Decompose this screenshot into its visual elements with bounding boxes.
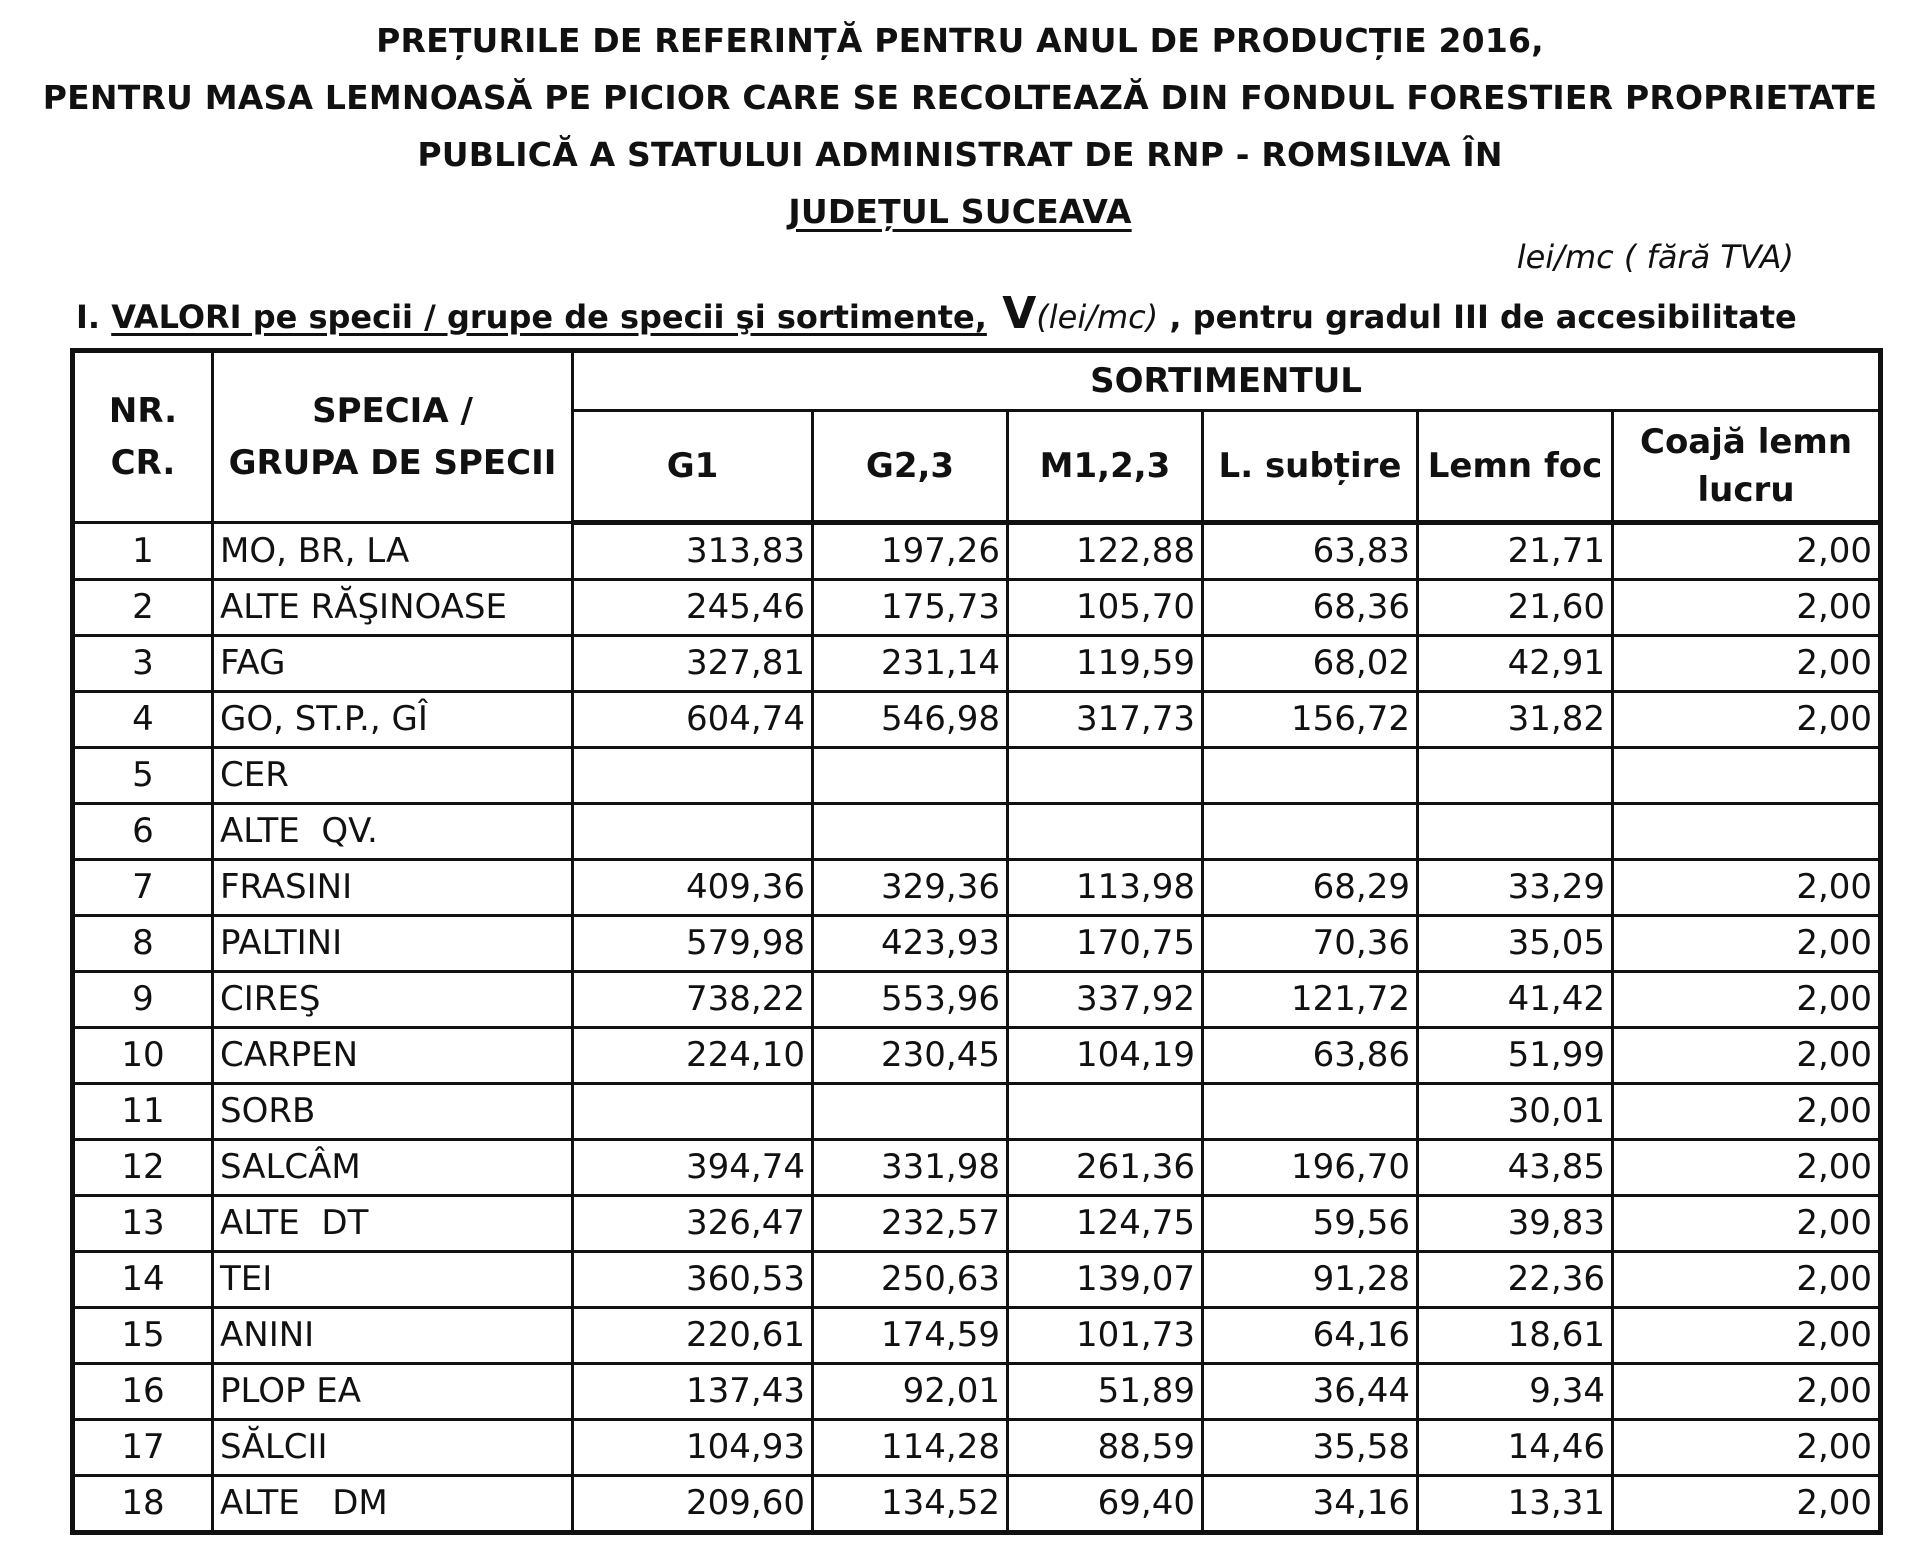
table-row bbox=[73, 916, 1881, 972]
price-cell: 423,93 bbox=[813, 916, 1008, 972]
price-cell: 104,93 bbox=[573, 1420, 813, 1476]
price-cell: 409,36 bbox=[573, 860, 813, 916]
price-cell: 101,73 bbox=[1008, 1308, 1203, 1364]
price-cell: 2,00 bbox=[1613, 1084, 1881, 1140]
price-cell: 579,98 bbox=[573, 916, 813, 972]
price-cell: 122,88 bbox=[1008, 523, 1203, 580]
price-cell: 139,07 bbox=[1008, 1252, 1203, 1308]
row-number: 18 bbox=[73, 1476, 213, 1533]
price-cell: 175,73 bbox=[813, 580, 1008, 636]
table-row bbox=[73, 804, 1881, 860]
species-name: PLOP EA bbox=[213, 1364, 573, 1420]
price-cell bbox=[1613, 748, 1881, 804]
price-cell: 113,98 bbox=[1008, 860, 1203, 916]
row-number: 2 bbox=[73, 580, 213, 636]
species-name: ALTE DT bbox=[213, 1196, 573, 1252]
price-cell: 394,74 bbox=[573, 1140, 813, 1196]
price-cell: 329,36 bbox=[813, 860, 1008, 916]
price-cell: 553,96 bbox=[813, 972, 1008, 1028]
price-cell bbox=[1418, 804, 1613, 860]
price-cell: 261,36 bbox=[1008, 1140, 1203, 1196]
price-cell: 245,46 bbox=[573, 580, 813, 636]
price-cell: 34,16 bbox=[1203, 1476, 1418, 1533]
document-header bbox=[0, 12, 1920, 240]
price-cell: 170,75 bbox=[1008, 916, 1203, 972]
price-cell bbox=[573, 804, 813, 860]
price-cell: 70,36 bbox=[1203, 916, 1418, 972]
price-cell: 196,70 bbox=[1203, 1140, 1418, 1196]
title-line-3: PUBLICĂ A STATULUI ADMINISTRAT DE RNP - ROMSILVA ÎN bbox=[417, 135, 1503, 174]
price-cell bbox=[813, 804, 1008, 860]
price-cell: 337,92 bbox=[1008, 972, 1203, 1028]
price-cell: 68,36 bbox=[1203, 580, 1418, 636]
table-row bbox=[73, 1140, 1881, 1196]
table-row bbox=[73, 748, 1881, 804]
price-cell: 2,00 bbox=[1613, 580, 1881, 636]
table-row bbox=[73, 692, 1881, 748]
price-cell bbox=[1418, 748, 1613, 804]
section-prefix: I. bbox=[76, 298, 112, 336]
price-cell: 231,14 bbox=[813, 636, 1008, 692]
header-sortiment: G1 bbox=[573, 411, 813, 523]
header-sortiment: L. subțire bbox=[1203, 411, 1418, 523]
row-number: 4 bbox=[73, 692, 213, 748]
county-title: JUDEȚUL SUCEAVA bbox=[788, 192, 1132, 231]
price-cell: 43,85 bbox=[1418, 1140, 1613, 1196]
price-cell: 2,00 bbox=[1613, 1364, 1881, 1420]
price-cell: 232,57 bbox=[813, 1196, 1008, 1252]
price-cell: 21,71 bbox=[1418, 523, 1613, 580]
price-cell bbox=[1008, 1084, 1203, 1140]
row-number: 10 bbox=[73, 1028, 213, 1084]
price-cell: 68,29 bbox=[1203, 860, 1418, 916]
price-cell: 2,00 bbox=[1613, 1420, 1881, 1476]
price-cell: 174,59 bbox=[813, 1308, 1008, 1364]
price-cell: 250,63 bbox=[813, 1252, 1008, 1308]
price-cell bbox=[1008, 804, 1203, 860]
price-cell: 42,91 bbox=[1418, 636, 1613, 692]
price-cell: 209,60 bbox=[573, 1476, 813, 1533]
price-cell: 2,00 bbox=[1613, 1476, 1881, 1533]
price-cell: 738,22 bbox=[573, 972, 813, 1028]
price-cell: 35,58 bbox=[1203, 1420, 1418, 1476]
table-row bbox=[73, 860, 1881, 916]
species-name: GO, ST.P., GÎ bbox=[213, 692, 573, 748]
price-cell: 197,26 bbox=[813, 523, 1008, 580]
price-cell: 134,52 bbox=[813, 1476, 1008, 1533]
table-row bbox=[73, 1252, 1881, 1308]
table-row bbox=[73, 1476, 1881, 1533]
price-cell: 64,16 bbox=[1203, 1308, 1418, 1364]
table-row bbox=[73, 1308, 1881, 1364]
price-cell: 36,44 bbox=[1203, 1364, 1418, 1420]
price-cell: 317,73 bbox=[1008, 692, 1203, 748]
table-row bbox=[73, 1420, 1881, 1476]
section-title bbox=[76, 288, 1797, 339]
price-cell: 2,00 bbox=[1613, 1252, 1881, 1308]
price-cell: 41,42 bbox=[1418, 972, 1613, 1028]
section-v: V bbox=[986, 288, 1037, 339]
species-name: SĂLCII bbox=[213, 1420, 573, 1476]
price-cell: 2,00 bbox=[1613, 1028, 1881, 1084]
price-cell: 2,00 bbox=[1613, 860, 1881, 916]
price-cell: 2,00 bbox=[1613, 523, 1881, 580]
price-cell: 91,28 bbox=[1203, 1252, 1418, 1308]
price-cell: 63,83 bbox=[1203, 523, 1418, 580]
price-cell bbox=[573, 1084, 813, 1140]
table-row bbox=[73, 1028, 1881, 1084]
species-name: MO, BR, LA bbox=[213, 523, 573, 580]
price-cell: 51,89 bbox=[1008, 1364, 1203, 1420]
species-name: ALTE DM bbox=[213, 1476, 573, 1533]
price-cell: 104,19 bbox=[1008, 1028, 1203, 1084]
row-number: 3 bbox=[73, 636, 213, 692]
section-suffix: , pentru gradul III de accesibilitate bbox=[1158, 298, 1797, 336]
price-cell: 18,61 bbox=[1418, 1308, 1613, 1364]
species-name: SALCÂM bbox=[213, 1140, 573, 1196]
species-name: PALTINI bbox=[213, 916, 573, 972]
price-cell: 2,00 bbox=[1613, 1196, 1881, 1252]
price-cell: 360,53 bbox=[573, 1252, 813, 1308]
price-cell: 88,59 bbox=[1008, 1420, 1203, 1476]
price-cell: 68,02 bbox=[1203, 636, 1418, 692]
row-number: 12 bbox=[73, 1140, 213, 1196]
price-cell: 119,59 bbox=[1008, 636, 1203, 692]
price-cell: 2,00 bbox=[1613, 1308, 1881, 1364]
price-cell: 604,74 bbox=[573, 692, 813, 748]
header-sortiment: G2,3 bbox=[813, 411, 1008, 523]
price-cell: 2,00 bbox=[1613, 636, 1881, 692]
price-cell bbox=[1203, 804, 1418, 860]
price-cell: 51,99 bbox=[1418, 1028, 1613, 1084]
price-cell: 35,05 bbox=[1418, 916, 1613, 972]
header-sortiment: Coajă lemn lucru bbox=[1613, 411, 1881, 523]
table-row bbox=[73, 1196, 1881, 1252]
price-cell: 63,86 bbox=[1203, 1028, 1418, 1084]
row-number: 15 bbox=[73, 1308, 213, 1364]
price-cell: 2,00 bbox=[1613, 916, 1881, 972]
price-cell: 326,47 bbox=[573, 1196, 813, 1252]
price-cell: 21,60 bbox=[1418, 580, 1613, 636]
row-number: 17 bbox=[73, 1420, 213, 1476]
section-underlined: VALORI pe specii / grupe de specii şi sortimente, bbox=[111, 298, 987, 336]
header-species: SPECIA / GRUPA DE SPECII bbox=[213, 351, 573, 523]
price-cell bbox=[573, 748, 813, 804]
price-cell: 59,56 bbox=[1203, 1196, 1418, 1252]
price-cell: 2,00 bbox=[1613, 972, 1881, 1028]
price-cell: 121,72 bbox=[1203, 972, 1418, 1028]
price-cell: 9,34 bbox=[1418, 1364, 1613, 1420]
price-cell: 313,83 bbox=[573, 523, 813, 580]
table-row bbox=[73, 580, 1881, 636]
price-cell: 69,40 bbox=[1008, 1476, 1203, 1533]
price-cell: 331,98 bbox=[813, 1140, 1008, 1196]
price-cell: 230,45 bbox=[813, 1028, 1008, 1084]
price-cell bbox=[813, 748, 1008, 804]
species-name: ALTE QV. bbox=[213, 804, 573, 860]
species-name: SORB bbox=[213, 1084, 573, 1140]
price-cell: 224,10 bbox=[573, 1028, 813, 1084]
price-cell: 220,61 bbox=[573, 1308, 813, 1364]
unit-note: lei/mc ( fără TVA) bbox=[1516, 238, 1794, 276]
row-number: 1 bbox=[73, 523, 213, 580]
price-cell: 114,28 bbox=[813, 1420, 1008, 1476]
species-name: ALTE RĂŞINOASE bbox=[213, 580, 573, 636]
row-number: 16 bbox=[73, 1364, 213, 1420]
row-number: 8 bbox=[73, 916, 213, 972]
price-cell: 39,83 bbox=[1418, 1196, 1613, 1252]
price-cell: 33,29 bbox=[1418, 860, 1613, 916]
species-name: CARPEN bbox=[213, 1028, 573, 1084]
table-row bbox=[73, 523, 1881, 580]
price-table bbox=[70, 348, 1883, 1535]
price-cell: 92,01 bbox=[813, 1364, 1008, 1420]
price-cell: 31,82 bbox=[1418, 692, 1613, 748]
species-name: ANINI bbox=[213, 1308, 573, 1364]
price-cell bbox=[1008, 748, 1203, 804]
species-name: FRASINI bbox=[213, 860, 573, 916]
price-cell: 13,31 bbox=[1418, 1476, 1613, 1533]
header-nr: NR. CR. bbox=[73, 351, 213, 523]
species-name: CER bbox=[213, 748, 573, 804]
price-cell: 105,70 bbox=[1008, 580, 1203, 636]
price-cell: 2,00 bbox=[1613, 1140, 1881, 1196]
price-cell: 2,00 bbox=[1613, 692, 1881, 748]
price-cell bbox=[813, 1084, 1008, 1140]
title-line-2: PENTRU MASA LEMNOASĂ PE PICIOR CARE SE RECOLTEAZĂ DIN FONDUL FORESTIER PROPRIETATE bbox=[42, 78, 1878, 117]
row-number: 13 bbox=[73, 1196, 213, 1252]
species-name: TEI bbox=[213, 1252, 573, 1308]
price-cell bbox=[1613, 804, 1881, 860]
price-cell: 327,81 bbox=[573, 636, 813, 692]
row-number: 14 bbox=[73, 1252, 213, 1308]
row-number: 9 bbox=[73, 972, 213, 1028]
price-cell: 137,43 bbox=[573, 1364, 813, 1420]
row-number: 5 bbox=[73, 748, 213, 804]
species-name: FAG bbox=[213, 636, 573, 692]
header-sortiment: Lemn foc bbox=[1418, 411, 1613, 523]
row-number: 6 bbox=[73, 804, 213, 860]
header-sortiment: M1,2,3 bbox=[1008, 411, 1203, 523]
header-sortiment-group: SORTIMENTUL bbox=[573, 351, 1881, 411]
price-cell: 22,36 bbox=[1418, 1252, 1613, 1308]
price-cell bbox=[1203, 1084, 1418, 1140]
row-number: 7 bbox=[73, 860, 213, 916]
price-cell: 124,75 bbox=[1008, 1196, 1203, 1252]
table-row bbox=[73, 1364, 1881, 1420]
price-cell: 546,98 bbox=[813, 692, 1008, 748]
row-number: 11 bbox=[73, 1084, 213, 1140]
table-row bbox=[73, 1084, 1881, 1140]
price-cell bbox=[1203, 748, 1418, 804]
table-row bbox=[73, 972, 1881, 1028]
price-cell: 156,72 bbox=[1203, 692, 1418, 748]
table-row bbox=[73, 636, 1881, 692]
price-cell: 14,46 bbox=[1418, 1420, 1613, 1476]
title-line-1: PREȚURILE DE REFERINȚĂ PENTRU ANUL DE PRODUCȚIE 2016, bbox=[376, 21, 1544, 60]
section-unit: (lei/mc) bbox=[1036, 298, 1159, 336]
species-name: CIREŞ bbox=[213, 972, 573, 1028]
price-cell: 30,01 bbox=[1418, 1084, 1613, 1140]
